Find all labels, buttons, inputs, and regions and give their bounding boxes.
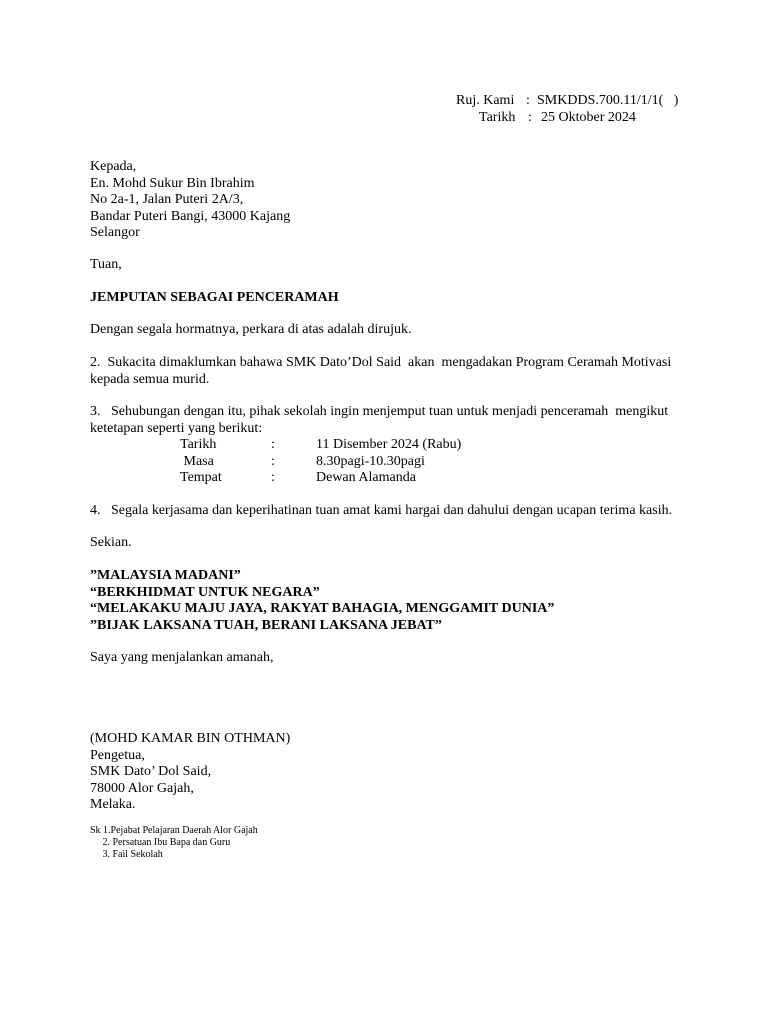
signatory-block [90, 731, 690, 814]
paragraph-line: 2. Sukacita dimaklumkan bahawa SMK Dato’Dol Said akan mengadakan Program Ceramah Motivasi [90, 355, 672, 370]
signatory-line: Melaka. [90, 797, 136, 812]
ref-ruj-separator: : [526, 93, 530, 108]
slogan-line: ”MALAYSIA MADANI” [90, 568, 241, 583]
detail-value-venue: Dewan Alamanda [316, 470, 416, 485]
detail-label-venue: Tempat [180, 470, 222, 485]
detail-separator: : [271, 470, 275, 485]
ref-ruj-value: SMKDDS.700.11/1/1( ) [537, 93, 679, 108]
paragraph-4 [90, 503, 710, 520]
slogan-line: “MELAKAKU MAJU JAYA, RAKYAT BAHAGIA, MENGGAMIT DUNIA” [90, 601, 555, 616]
ref-ruj-label: Ruj. Kami [456, 93, 515, 108]
recipient-line: No 2a-1, Jalan Puteri 2A/3, [90, 192, 244, 207]
detail-value-date: 11 Disember 2024 (Rabu) [316, 437, 462, 452]
signoff: Saya yang menjalankan amanah, [90, 650, 274, 665]
cc-line: 2. Persatuan Ibu Bapa dan Guru [90, 837, 231, 848]
cc-list [90, 825, 690, 861]
slogan-line: “BERKHIDMAT UNTUK NEGARA” [90, 584, 320, 600]
ref-date-label: Tarikh [479, 110, 516, 125]
recipient-line: Bandar Puteri Bangi, 43000 Kajang [90, 208, 291, 224]
recipient-line: Selangor [90, 225, 140, 240]
detail-separator: : [271, 454, 275, 469]
detail-value-time: 8.30pagi-10.30pagi [316, 454, 425, 469]
signatory-name: (MOHD KAMAR BIN OTHMAN) [90, 731, 291, 746]
signatory-line: SMK Dato’ Dol Said, [90, 764, 212, 779]
paragraph-line: kepada semua murid. [90, 371, 210, 387]
paragraph-2 [90, 355, 690, 388]
ref-date-value: 25 Oktober 2024 [541, 110, 636, 125]
salutation: Tuan, [90, 257, 122, 272]
detail-label-time: Masa [180, 454, 214, 469]
slogans [90, 568, 690, 634]
paragraph-line: ketetapan seperti yang berikut: [90, 420, 263, 436]
slogan-line: ”BIJAK LAKSANA TUAH, BERANI LAKSANA JEBAT” [90, 617, 442, 633]
closing: Sekian. [90, 535, 132, 550]
recipient-address [90, 159, 690, 242]
letter-subject: JEMPUTAN SEBAGAI PENCERAMAH [90, 290, 339, 305]
detail-label-date: Tarikh [180, 437, 217, 452]
recipient-line: Kepada, [90, 159, 137, 174]
paragraph-line: 3. Sehubungan dengan itu, pihak sekolah ingin menjemput tuan untuk menjadi penceramah mengikut [90, 404, 669, 419]
paragraph-line: Dengan segala hormatnya, perkara di atas adalah dirujuk. [90, 322, 412, 337]
signatory-line: 78000 Alor Gajah, [90, 780, 194, 796]
signatory-line: Pengetua, [90, 747, 145, 763]
cc-line: Sk 1.Pejabat Pelajaran Daerah Alor Gajah [90, 825, 258, 836]
ref-date-separator: : [528, 110, 532, 125]
paragraph-line: 4. Segala kerjasama dan keperihatinan tuan amat kami hargai dan dahului dengan ucapan terima kasih. [90, 503, 673, 518]
paragraph-1 [90, 322, 690, 339]
detail-separator: : [271, 437, 275, 452]
recipient-line: En. Mohd Sukur Bin Ibrahim [90, 175, 255, 191]
cc-line: 3. Fail Sekolah [90, 849, 163, 860]
paragraph-3 [90, 404, 690, 437]
